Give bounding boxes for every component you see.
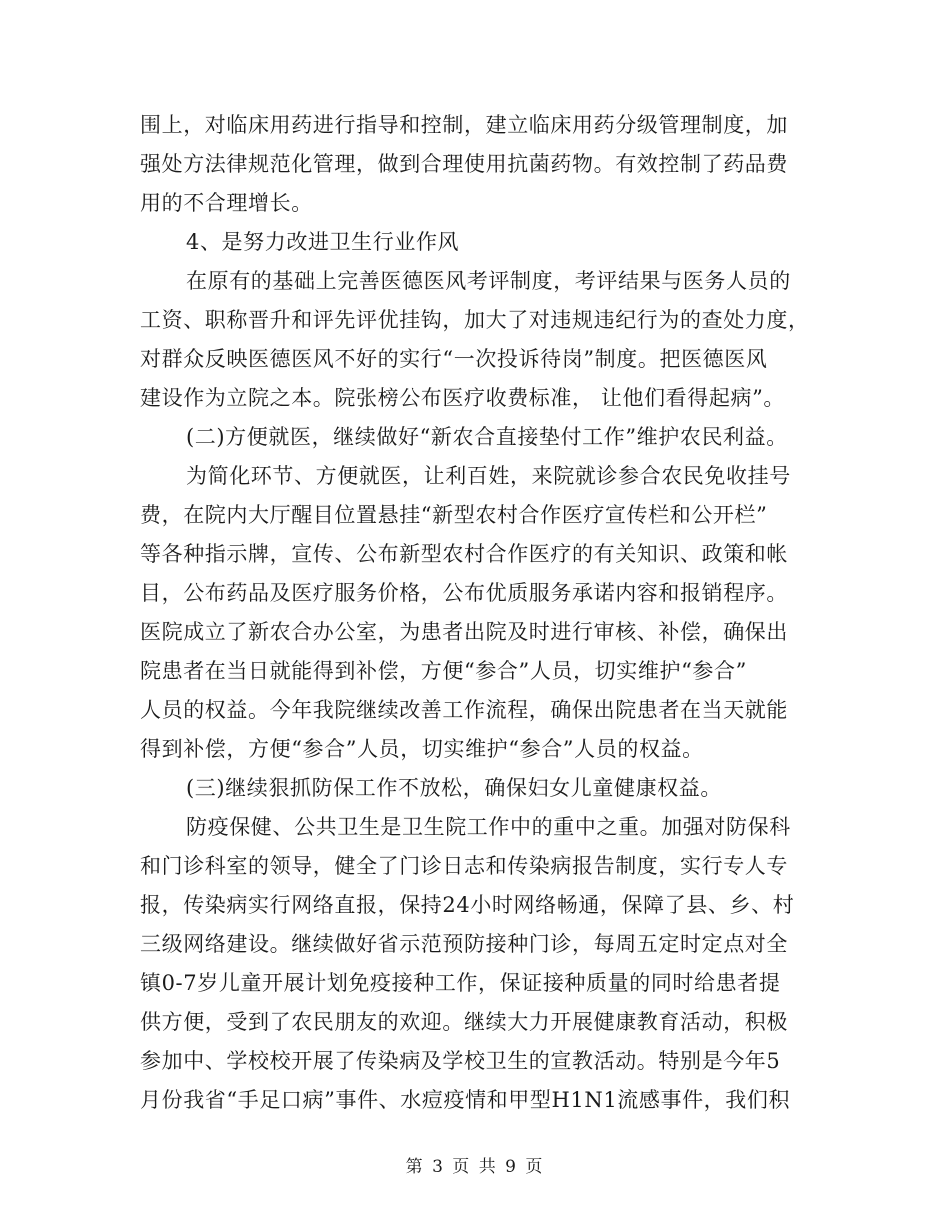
text-line: 镇0-7岁儿童开展计划免疫接种工作，保证接种质量的同时给患者提 xyxy=(140,971,781,995)
text-line: 等各种指示牌，宣传、公布新型农村合作医疗的有关知识、政策和帐 xyxy=(140,542,788,566)
text-line: 和门诊科室的领导，健全了门诊日志和传染病报告制度，实行专人专 xyxy=(140,854,788,878)
text-line: 月份我省“手足口病”事件、水痘疫情和甲型H1N1流感事件，我们积 xyxy=(140,1088,791,1112)
section-heading: (三)继续狠抓防保工作不放松，确保妇女儿童健康权益。 xyxy=(186,776,722,800)
text-line: 参加中、学校校开展了传染病及学校卫生的宣教活动。特别是今年5 xyxy=(140,1049,781,1073)
text-line: 防疫保健、公共卫生是卫生院工作中的重中之重。加强对防保科 xyxy=(186,815,791,839)
text-line: 人员的权益。今年我院继续改善工作流程，确保出院患者在当天就能 xyxy=(140,698,788,722)
text-line: 围上，对临床用药进行指导和控制，建立临床用药分级管理制度，加 xyxy=(140,113,788,137)
text-line: 工资、职称晋升和评先评优挂钩，加大了对违规违纪行为的查处力度， xyxy=(140,308,810,332)
text-line: 为简化环节、方便就医，让利百姓，来院就诊参合农民免收挂号 xyxy=(186,464,791,488)
text-line: 医院成立了新农合办公室，为患者出院及时进行审核、补偿，确保出 xyxy=(140,620,788,644)
text-line: 费，在院内大厅醒目位置悬挂“新型农村合作医疗宣传栏和公开栏” xyxy=(140,503,768,527)
text-line: 报，传染病实行网络直报，保持24小时网络畅通，保障了县、乡、村 xyxy=(140,893,795,917)
text-line: 目，公布药品及医疗服务价格，公布优质服务承诺内容和报销程序。 xyxy=(140,581,788,605)
text-line: 对群众反映医德医风不好的实行“一次投诉待岗”制度。把医德医风 xyxy=(140,347,768,371)
section-heading: 4、是努力改进卫生行业作风 xyxy=(186,230,460,254)
text-line: 院患者在当日就能得到补偿，方便“参合”人员，切实维护“参合” xyxy=(140,659,747,683)
text-line: 强处方法律规范化管理，做到合理使用抗菌药物。有效控制了药品费 xyxy=(140,152,788,176)
body-text xyxy=(140,106,812,1120)
text-line: 得到补偿，方便“参合”人员，切实维护“参合”人员的权益。 xyxy=(140,737,704,761)
text-line: 在原有的基础上完善医德医风考评制度，考评结果与医务人员的 xyxy=(186,269,791,293)
text-line: 建设作为立院之本。院张榜公布医疗收费标准， 让他们看得起病”。 xyxy=(140,386,786,410)
section-heading: (二)方便就医，继续做好“新农合直接垫付工作”维护农民利益。 xyxy=(186,425,788,449)
text-line: 三级网络建设。继续做好省示范预防接种门诊，每周五定时定点对全 xyxy=(140,932,788,956)
text-line: 供方便，受到了农民朋友的欢迎。继续大力开展健康教育活动，积极 xyxy=(140,1010,788,1034)
text-line: 用的不合理增长。 xyxy=(140,191,313,215)
page-number-footer: 第 3 页 共 9 页 xyxy=(405,1157,545,1177)
